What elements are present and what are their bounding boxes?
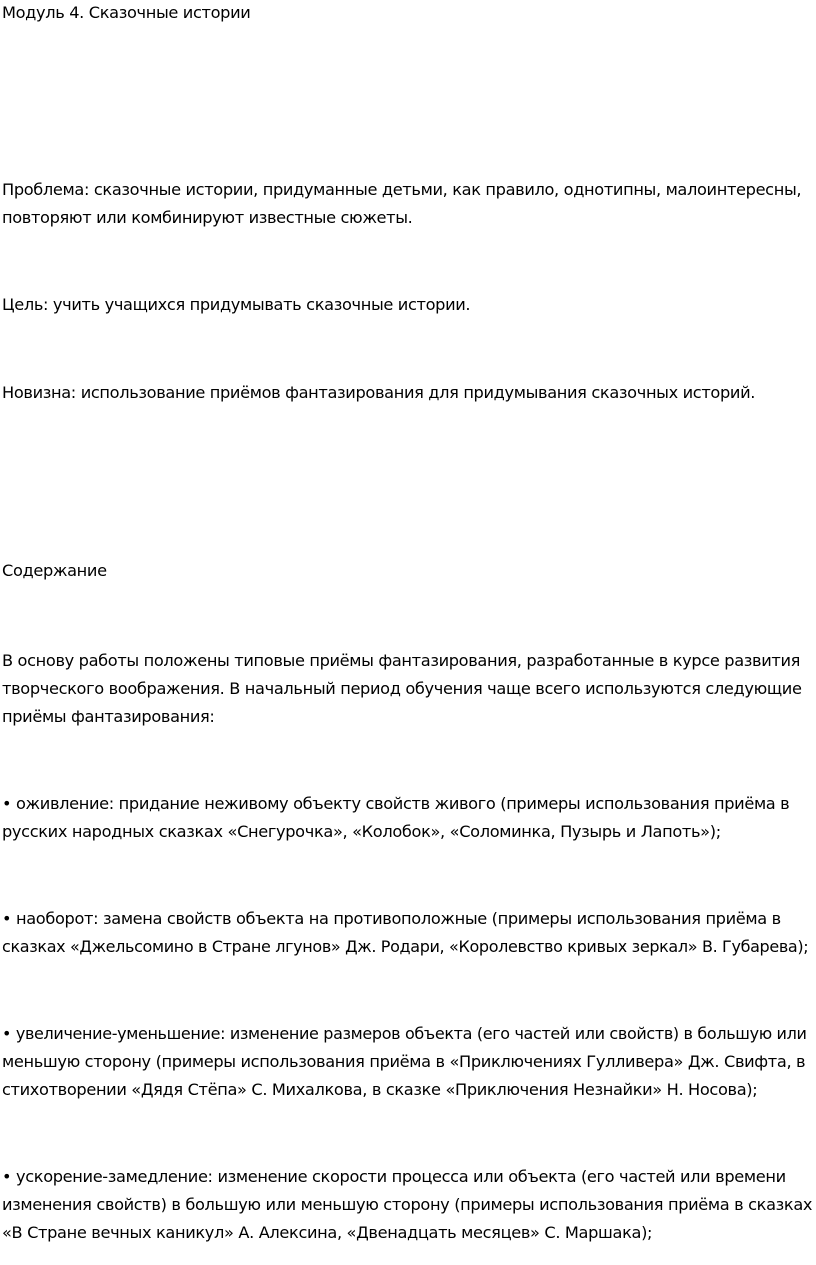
list-item-speed-line-1: • ускорение-замедление: изменение скорости процесса или объекта (его частей или времени [2, 1167, 786, 1186]
list-item-scaling-line-2: меньшую сторону (примеры использования приёма в «Приключениях Гулливера» Дж. Свифта, в [2, 1052, 806, 1071]
intro-line-3: приёмы фантазирования: [2, 707, 215, 726]
list-item-speed-line-3: «В Стране вечных каникул» А. Алексина, «Двенадцать месяцев» С. Маршака); [2, 1223, 653, 1242]
list-item-scaling-line-1: • увеличение-уменьшение: изменение размеров объекта (его частей или свойств) в большую или [2, 1024, 807, 1043]
intro-line-1: В основу работы положены типовые приёмы фантазирования, разработанные в курсе развития [2, 651, 801, 670]
list-item-speed-line-2: изменения свойств) в большую или меньшую сторону (примеры использования приёма в сказках [2, 1195, 813, 1214]
page-title: Модуль 4. Сказочные истории [2, 3, 251, 22]
list-item-animation-line-1: • оживление: придание неживому объекту свойств живого (примеры использования приёма в [2, 794, 790, 813]
list-item-scaling-line-3: стихотворении «Дядя Стёпа» С. Михалкова, в сказке «Приключения Незнайки» Н. Носова); [2, 1080, 758, 1099]
list-item-inversion-line-2: сказках «Джельсомино в Стране лгунов» Дж. Родари, «Королевство кривых зеркал» В. Губарева); [2, 937, 809, 956]
goal-paragraph: Цель: учить учащихся придумывать сказочные истории. [2, 295, 471, 314]
list-item-inversion-line-1: • наоборот: замена свойств объекта на противоположные (примеры использования приёма в [2, 909, 781, 928]
problem-line-1: Проблема: сказочные истории, придуманные детьми, как правило, однотипны, малоинтересны, [2, 180, 802, 199]
problem-line-2: повторяют или комбинируют известные сюжеты. [2, 208, 413, 227]
list-item-animation-line-2: русских народных сказках «Снегурочка», «Колобок», «Соломинка, Пузырь и Лапоть»); [2, 822, 721, 841]
contents-heading: Содержание [2, 561, 107, 580]
novelty-paragraph: Новизна: использование приёмов фантазирования для придумывания сказочных историй. [2, 383, 756, 402]
intro-line-2: творческого воображения. В начальный период обучения чаще всего используются следующие [2, 679, 802, 698]
